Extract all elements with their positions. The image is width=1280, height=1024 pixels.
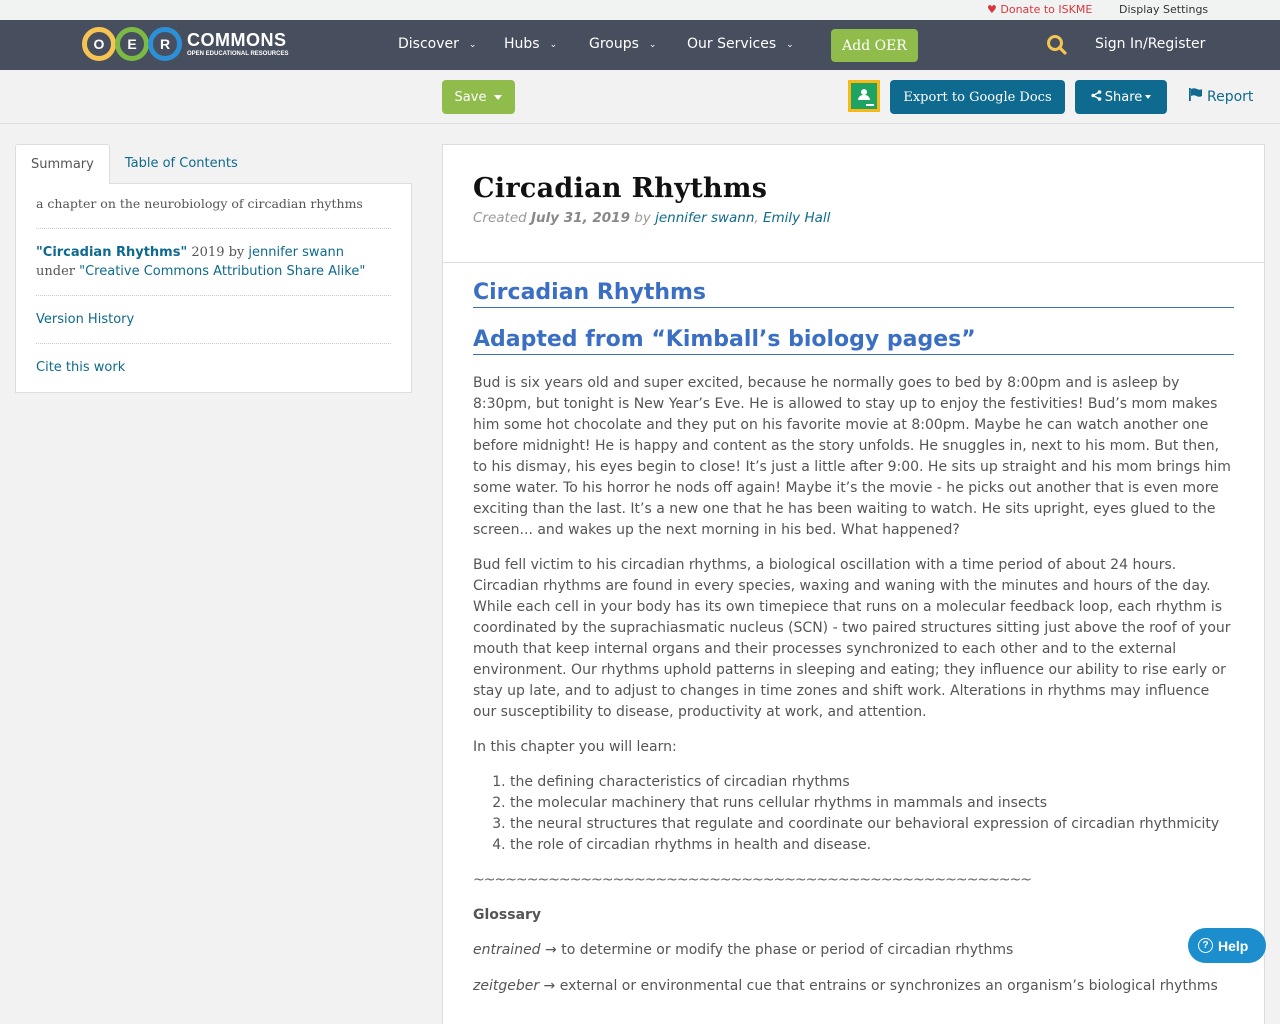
learning-objectives-list: [510, 772, 1234, 856]
divider-tildes: ~~~~~~~~~~~~~~~~~~~~~~~~~~~~~~~~~~~~~~~~~~~~~~~~~~~~: [473, 872, 1031, 888]
logo-letter-o: O: [82, 27, 116, 61]
donate-link[interactable]: ♥ Donate to ISKME: [987, 3, 1093, 16]
glossary-entry: entrained → to determine or modify the phase or period of circadian rhythms: [473, 942, 1014, 958]
nav-discover[interactable]: Discover ⌄: [398, 36, 477, 52]
export-google-docs-button[interactable]: Export to Google Docs: [890, 80, 1065, 114]
google-classroom-button[interactable]: [848, 80, 880, 112]
resource-header: [443, 145, 1264, 263]
glossary-entry-clipped: [473, 1012, 1234, 1020]
summary-row: [36, 194, 391, 229]
list-item: 4. the role of circadian rhythms in health and disease.: [510, 835, 1234, 856]
question-circle-icon: ?: [1198, 938, 1213, 953]
license-link[interactable]: "Creative Commons Attribution Share Alike": [79, 264, 366, 279]
attribution-author-link[interactable]: jennifer swann: [248, 245, 345, 260]
glossary-term: entrained: [473, 942, 541, 958]
utility-bar: [0, 0, 1280, 20]
help-button[interactable]: ? Help: [1188, 928, 1266, 963]
logo-letter-r: R: [148, 27, 182, 61]
caret-down-icon: [494, 95, 502, 100]
caret-down-icon: [1145, 95, 1151, 99]
byline: Created July 31, 2019 by jennifer swann, Emily Hall: [473, 210, 831, 226]
share-button[interactable]: Share: [1075, 80, 1167, 114]
version-history-link[interactable]: Version History: [36, 312, 135, 327]
body-paragraph: Bud fell victim to his circadian rhythms, a biological oscillation with a time period of about 24 hours. Circadian rhythms are found in every species, waxing and waning with the minutes and hours of the day. While each cell in your body has its own timepiece that runs on a molecular feedback loop, each rhythm is coordinated by the suprachiasmatic nucleus (SCN) - two paired structures sitting just above the roof of your mouth that keep internal organs and their processes synchronized to each other and to the external environment. Our rhythms uphold patterns in sleeping and eating; they influence our ability to rise early or stay up late, and to adjust to changes in time zones and shift work. Alterations in rhythms may influence our susceptibility to disease, productivity at work, and attention.: [473, 557, 1231, 720]
page-title: Circadian Rhythms: [473, 173, 768, 204]
chevron-down-icon: ⌄: [786, 40, 794, 50]
glossary-heading: Glossary: [473, 907, 542, 923]
add-oer-button[interactable]: Add OER: [831, 29, 918, 62]
resource-main: [442, 144, 1265, 1024]
attribution-title-link[interactable]: "Circadian Rhythms": [36, 245, 188, 260]
save-button[interactable]: Save: [442, 80, 515, 114]
logo-wordmark: COMMONS OPEN EDUCATIONAL RESOURCES: [187, 30, 289, 57]
chevron-down-icon: ⌄: [648, 40, 657, 50]
author-link[interactable]: jennifer swann: [655, 210, 755, 226]
section-heading: Circadian Rhythms: [473, 279, 1234, 308]
nav-our-services[interactable]: Our Services ⌄: [687, 36, 794, 52]
list-item: 2. the molecular machinery that runs cellular rhythms in mammals and insects: [510, 793, 1234, 814]
sidebar-tabs: [15, 144, 412, 184]
chevron-down-icon: ⌄: [549, 40, 558, 50]
google-classroom-icon: [851, 83, 877, 109]
chevron-down-icon: ⌄: [468, 40, 477, 50]
glossary-definition: external or environmental cue that entrains or synchronizes an organism’s biological rhythms: [559, 978, 1218, 994]
cite-row: [36, 358, 391, 391]
heart-icon: ♥: [987, 3, 997, 16]
author-link[interactable]: Emily Hall: [763, 210, 831, 226]
display-settings-link[interactable]: Display Settings: [1119, 3, 1209, 16]
nav-groups[interactable]: Groups ⌄: [589, 36, 657, 52]
glossary-term: zeitgeber: [473, 978, 540, 994]
flag-icon: [1189, 88, 1203, 105]
list-item: 3. the neural structures that regulate and coordinate our behavioral expression of circadian rhythmicity: [510, 814, 1234, 835]
report-link[interactable]: Report: [1189, 88, 1253, 105]
logo-letter-e: E: [115, 27, 149, 61]
attribution-row: "Circadian Rhythms" 2019 by jennifer swann under "Creative Commons Attribution Share Alike": [36, 243, 391, 296]
glossary-entry: zeitgeber → external or environmental cue that entrains or synchronizes an organism’s biological rhythms: [473, 978, 1218, 994]
body-paragraph: Bud is six years old and super excited, because he normally goes to bed by 8:00pm and is asleep by 8:30pm, but tonight is New Year’s Eve. He is allowed to stay up to enjoy the festivities! Bud’s mom makes him some hot chocolate and they put on his favorite movie at 8:00pm. Maybe he can watch another one before midnight! He is happy and content as the story unfolds. He snuggles in, next to his mom. But then, to his dismay, his eyes begin to close! It’s just a little after 9:00. He sits up straight and his mom brings him some water. To his horror he nods off again! Maybe it’s the movie - he picks out another that is even more exciting than the last. It’s a new one that he has been waiting to watch. He sits upright, eyes glued to the screen... and wakes up the next morning in his bed. What happened?: [473, 375, 1231, 538]
resource-body: [443, 263, 1264, 1020]
nav-hubs[interactable]: Hubs ⌄: [504, 36, 558, 52]
sign-in-register-link[interactable]: Sign In/Register: [1095, 36, 1206, 52]
main-navbar: [0, 20, 1280, 70]
tab-summary[interactable]: Summary: [15, 144, 110, 184]
summary-description: a chapter on the neurobiology of circadian rhythms: [36, 196, 363, 211]
created-date: July 31, 2019: [531, 210, 630, 226]
section-heading: Adapted from “Kimball’s biology pages”: [473, 326, 1234, 355]
summary-panel: [15, 183, 412, 393]
list-item: 1. the defining characteristics of circadian rhythms: [510, 772, 1234, 793]
body-paragraph: In this chapter you will learn:: [473, 739, 677, 755]
glossary-definition: to determine or modify the phase or period of circadian rhythms: [561, 942, 1014, 958]
cite-this-work-link[interactable]: Cite this work: [36, 360, 126, 375]
resource-sidebar: [15, 144, 412, 393]
tab-table-of-contents[interactable]: Table of Contents: [124, 156, 238, 171]
share-icon: [1091, 90, 1102, 105]
version-history-row: [36, 310, 391, 344]
oer-commons-logo[interactable]: [82, 26, 288, 62]
search-icon[interactable]: [1046, 34, 1068, 56]
resource-toolbar: [0, 70, 1280, 124]
